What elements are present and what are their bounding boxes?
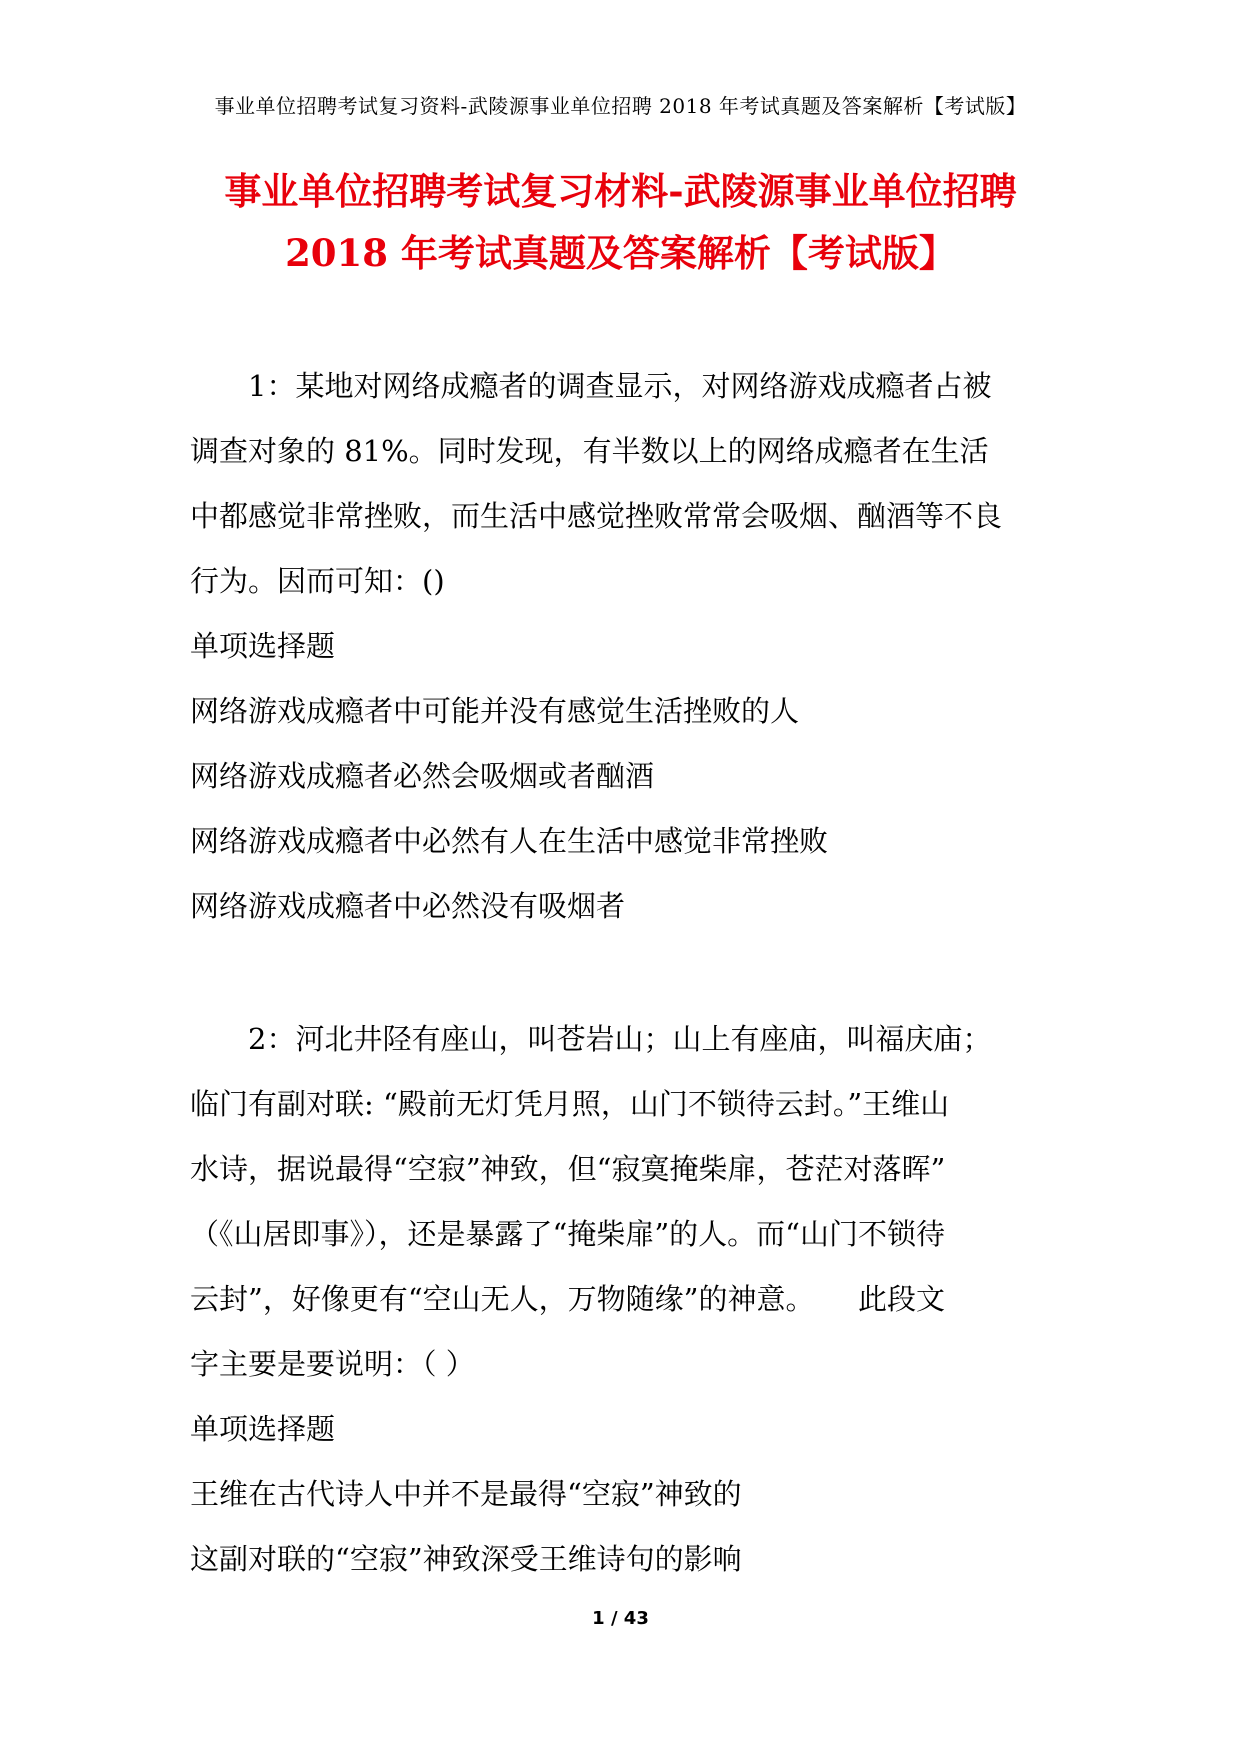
document-title-line-1: 事业单位招聘考试复习材料-武陵源事业单位招聘: [224, 169, 1017, 213]
option-4: 网络游戏成瘾者中必然没有吸烟者: [190, 889, 626, 923]
question-stem-line: 中都感觉非常挫败，而生活中感觉挫败常常会吸烟、酗酒等不良: [190, 499, 1003, 533]
running-header: 事业单位招聘考试复习资料-武陵源事业单位招聘 2018 年考试真题及答案解析【考试版】: [214, 94, 1027, 118]
question-stem-line: 行为。因而可知：(): [190, 564, 445, 598]
question-2: [190, 1007, 1056, 1592]
option-1: 王维在古代诗人中并不是最得“空寂”神致的: [190, 1477, 742, 1511]
question-stem-line: 1：某地对网络成瘾者的调查显示，对网络游戏成瘾者占被: [248, 369, 992, 403]
question-stem-line: 字主要是要说明：（ ）: [190, 1347, 475, 1381]
question-type-label: 单项选择题: [190, 1412, 336, 1446]
question-type-label: 单项选择题: [190, 629, 336, 663]
question-stem-line: 临门有副对联: “殿前无灯凭月照，山门不锁待云封。”王维山: [190, 1087, 950, 1121]
option-2: 这副对联的“空寂”神致深受王维诗句的影响: [190, 1542, 742, 1576]
document-title: [150, 160, 1091, 284]
question-stem-line: 2：河北井陉有座山，叫苍岩山；山上有座庙，叫福庆庙；: [248, 1022, 992, 1056]
document-title-line-2: 2018 年考试真题及答案解析【考试版】: [285, 231, 956, 275]
option-2: 网络游戏成瘾者必然会吸烟或者酗酒: [190, 759, 655, 793]
question-2-stem: [190, 1007, 1056, 1397]
question-1: [190, 354, 1056, 939]
question-stem-line: （《山居即事》），还是暴露了“掩柴扉”的人。而“山门不锁待: [190, 1217, 945, 1251]
question-stem-line: 水诗，据说最得“空寂”神致，但“寂寞掩柴扉，苍茫对落晖”: [190, 1152, 946, 1186]
page-number: 1 / 43: [592, 1608, 649, 1629]
option-1: 网络游戏成瘾者中可能并没有感觉生活挫败的人: [190, 694, 800, 728]
question-1-stem: [190, 354, 1056, 614]
question-stem-line: 云封”，好像更有“空山无人，万物随缘”的神意。 此段文: [190, 1282, 945, 1316]
question-stem-line: 调查对象的 81%。同时发现，有半数以上的网络成瘾者在生活: [190, 434, 989, 468]
option-3: 网络游戏成瘾者中必然有人在生活中感觉非常挫败: [190, 824, 829, 858]
